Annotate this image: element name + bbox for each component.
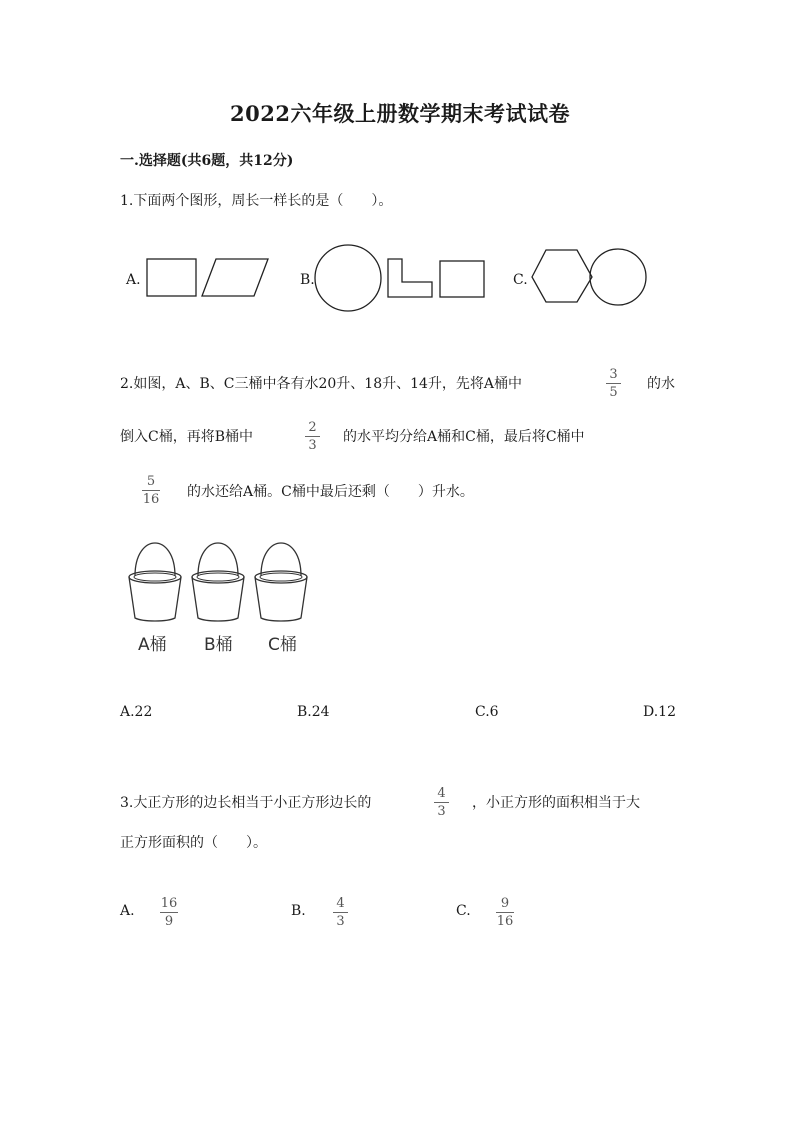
question-2-line-3: 的水还给A桶。C桶中最后还剩（ ）升水。 bbox=[187, 484, 474, 500]
q2-option-a: A.22 bbox=[120, 704, 153, 720]
q3-option-a-fraction bbox=[160, 896, 178, 929]
q3-option-b-fraction bbox=[333, 896, 348, 929]
fraction-bar bbox=[160, 912, 178, 913]
denominator: 9 bbox=[164, 914, 174, 929]
numerator: 3 bbox=[609, 367, 618, 382]
q2-option-c: C.6 bbox=[475, 704, 499, 720]
bucket-b-icon bbox=[192, 543, 244, 621]
q1-option-b-label: B. bbox=[300, 272, 315, 288]
numerator: 2 bbox=[308, 420, 317, 435]
rectangle-shape bbox=[440, 261, 484, 297]
numerator: 16 bbox=[160, 896, 178, 911]
q3-option-b-label: B. bbox=[291, 903, 306, 919]
bucket-a-icon bbox=[129, 543, 181, 621]
denominator: 3 bbox=[336, 914, 345, 929]
page-title: 2022六年级上册数学期末考试试卷 bbox=[230, 101, 570, 126]
fraction-5-16 bbox=[142, 474, 160, 507]
circle-shape bbox=[590, 249, 646, 305]
numerator: 5 bbox=[146, 474, 156, 489]
q1-option-c-label: C. bbox=[513, 272, 528, 288]
numerator: 4 bbox=[437, 786, 446, 801]
hexagon-shape bbox=[532, 250, 592, 302]
denominator: 5 bbox=[609, 385, 618, 400]
q3-option-c-label: C. bbox=[456, 903, 471, 919]
question-2-line-2: 倒入C桶，再将B桶中 bbox=[120, 429, 253, 445]
question-3-line-1: 3.大正方形的边长相当于小正方形边长的 bbox=[120, 795, 372, 811]
buckets-illustration bbox=[125, 540, 315, 625]
fraction-4-3 bbox=[434, 786, 449, 819]
parallelogram-shape bbox=[202, 259, 268, 296]
denominator: 16 bbox=[496, 914, 514, 929]
q2-option-d: D.12 bbox=[643, 704, 676, 720]
q1-option-b-figures bbox=[314, 245, 489, 313]
bucket-c-label: C桶 bbox=[268, 635, 297, 655]
section-header: 一.选择题(共6题，共12分) bbox=[120, 153, 294, 169]
q1-option-a-figures bbox=[146, 258, 271, 298]
fraction-3-5 bbox=[606, 367, 621, 400]
fraction-2-3 bbox=[305, 420, 320, 453]
numerator: 9 bbox=[500, 896, 510, 911]
bucket-c-icon bbox=[255, 543, 307, 621]
fraction-bar bbox=[434, 802, 449, 803]
question-2-line-2-end: 的水平均分给A桶和C桶，最后将C桶中 bbox=[343, 429, 585, 445]
numerator: 4 bbox=[336, 896, 345, 911]
fraction-bar bbox=[333, 912, 348, 913]
question-2-line-1: 2.如图，A、B、C三桶中各有水20升、18升、14升，先将A桶中 bbox=[120, 376, 523, 392]
fraction-bar bbox=[142, 490, 160, 491]
denominator: 3 bbox=[437, 804, 446, 819]
question-1-text: 1.下面两个图形，周长一样长的是（ ）。 bbox=[120, 193, 393, 209]
fraction-bar bbox=[606, 383, 621, 384]
bucket-a-label: A桶 bbox=[138, 635, 167, 655]
question-3-line-2: 正方形面积的（ ）。 bbox=[120, 835, 267, 851]
q3-option-a-label: A. bbox=[120, 903, 135, 919]
denominator: 16 bbox=[142, 492, 160, 507]
fraction-bar bbox=[496, 912, 514, 913]
q2-option-b: B.24 bbox=[297, 704, 330, 720]
square-shape bbox=[147, 259, 196, 296]
denominator: 3 bbox=[308, 438, 317, 453]
q1-option-c-figures bbox=[531, 248, 651, 308]
question-3-line-1-end: ，小正方形的面积相当于大 bbox=[472, 795, 640, 811]
question-2-line-1-end: 的水 bbox=[647, 376, 675, 392]
bucket-b-label: B桶 bbox=[204, 635, 233, 655]
fraction-bar bbox=[305, 436, 320, 437]
q1-option-a-label: A. bbox=[126, 272, 141, 288]
circle-shape bbox=[315, 245, 381, 311]
l-shape bbox=[388, 259, 432, 297]
q3-option-c-fraction bbox=[496, 896, 514, 929]
